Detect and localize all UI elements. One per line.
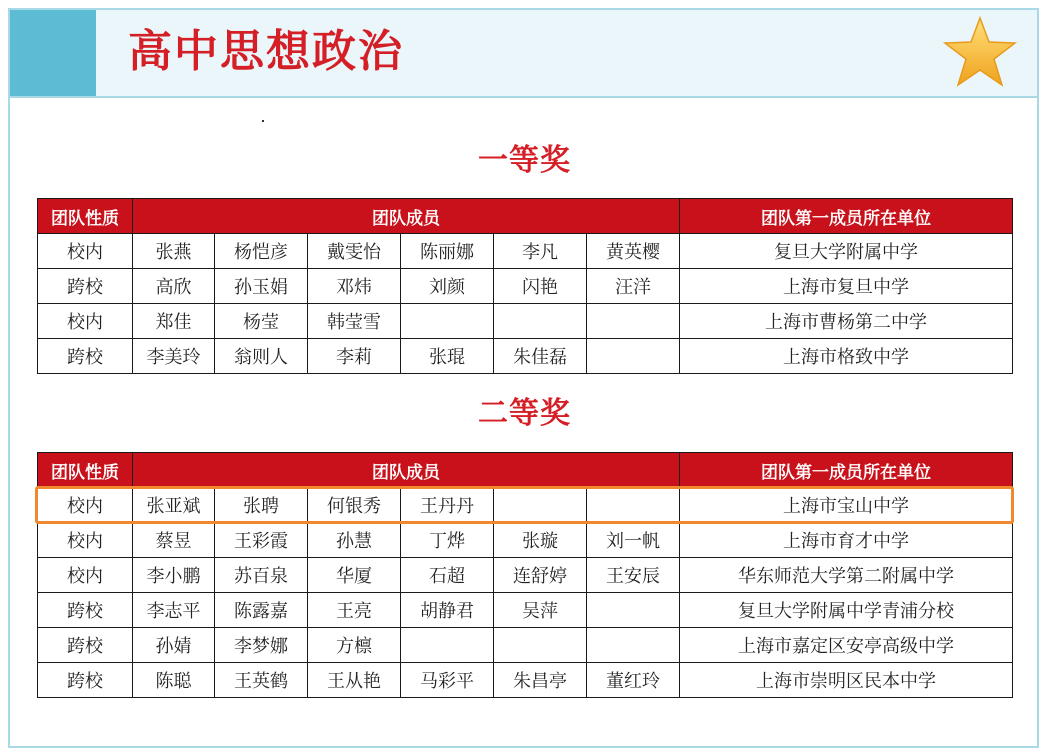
- page-title: 高中思想政治: [128, 26, 404, 77]
- team-type-cell: 跨校: [38, 628, 133, 663]
- member-cell: 朱昌亭: [494, 663, 587, 698]
- member-cell: 杨恺彦: [215, 234, 308, 269]
- team-type-cell: 跨校: [38, 269, 133, 304]
- member-cell: 李美玲: [133, 339, 215, 374]
- member-cell: 马彩平: [401, 663, 494, 698]
- member-cell: 韩莹雪: [308, 304, 401, 339]
- team-type-cell: 校内: [38, 523, 133, 558]
- member-cell: 翁则人: [215, 339, 308, 374]
- member-cell: 连舒婷: [494, 558, 587, 593]
- award-title-first: 一等奖: [478, 143, 571, 178]
- member-cell: [401, 628, 494, 663]
- award-table-first: [37, 198, 1013, 374]
- member-cell: 陈露嘉: [215, 593, 308, 628]
- member-cell: 丁烨: [401, 523, 494, 558]
- member-cell: 王英鹤: [215, 663, 308, 698]
- header-team-members: 团队成员: [133, 199, 680, 234]
- member-cell: 王亮: [308, 593, 401, 628]
- member-cell: [587, 304, 680, 339]
- member-cell: 苏百泉: [215, 558, 308, 593]
- member-cell: 张聘: [215, 488, 308, 523]
- member-cell: 胡静君: [401, 593, 494, 628]
- table-row: [38, 269, 1013, 304]
- table-header-row: [38, 199, 1013, 234]
- table-row: [38, 339, 1013, 374]
- header-team-type: 团队性质: [38, 199, 133, 234]
- unit-cell: 华东师范大学第二附属中学: [680, 558, 1013, 593]
- member-cell: 刘颜: [401, 269, 494, 304]
- member-cell: 王从艳: [308, 663, 401, 698]
- table-row: [38, 523, 1013, 558]
- table-row: [38, 628, 1013, 663]
- unit-cell: 复旦大学附属中学青浦分校: [680, 593, 1013, 628]
- member-cell: [494, 628, 587, 663]
- member-cell: 董红玲: [587, 663, 680, 698]
- header-first-member-unit: 团队第一成员所在单位: [680, 199, 1013, 234]
- member-cell: 郑佳: [133, 304, 215, 339]
- member-cell: 李凡: [494, 234, 587, 269]
- unit-cell: 上海市嘉定区安亭高级中学: [680, 628, 1013, 663]
- member-cell: 王彩霞: [215, 523, 308, 558]
- team-type-cell: 校内: [38, 304, 133, 339]
- member-cell: 李莉: [308, 339, 401, 374]
- table-header-row: [38, 453, 1013, 488]
- table-row: [38, 488, 1013, 523]
- member-cell: 方檩: [308, 628, 401, 663]
- member-cell: 王丹丹: [401, 488, 494, 523]
- team-type-cell: 跨校: [38, 593, 133, 628]
- member-cell: 李志平: [133, 593, 215, 628]
- member-cell: 闪艳: [494, 269, 587, 304]
- unit-cell: 上海市复旦中学: [680, 269, 1013, 304]
- table-row: [38, 593, 1013, 628]
- header-team-members: 团队成员: [133, 453, 680, 488]
- member-cell: 孙婧: [133, 628, 215, 663]
- member-cell: 何银秀: [308, 488, 401, 523]
- member-cell: 高欣: [133, 269, 215, 304]
- member-cell: 李梦娜: [215, 628, 308, 663]
- member-cell: 石超: [401, 558, 494, 593]
- member-cell: 孙玉娟: [215, 269, 308, 304]
- member-cell: [401, 304, 494, 339]
- unit-cell: 上海市宝山中学: [680, 488, 1013, 523]
- member-cell: 张璇: [494, 523, 587, 558]
- unit-cell: 复旦大学附属中学: [680, 234, 1013, 269]
- member-cell: 华厦: [308, 558, 401, 593]
- unit-cell: 上海市格致中学: [680, 339, 1013, 374]
- member-cell: 黄英樱: [587, 234, 680, 269]
- member-cell: 杨莹: [215, 304, 308, 339]
- team-type-cell: 校内: [38, 488, 133, 523]
- team-type-cell: 跨校: [38, 663, 133, 698]
- member-cell: 王安辰: [587, 558, 680, 593]
- member-cell: 张亚斌: [133, 488, 215, 523]
- member-cell: 陈聪: [133, 663, 215, 698]
- header-first-member-unit: 团队第一成员所在单位: [680, 453, 1013, 488]
- table-row: [38, 234, 1013, 269]
- award-table-second: [37, 452, 1013, 698]
- member-cell: 张琨: [401, 339, 494, 374]
- team-type-cell: 跨校: [38, 339, 133, 374]
- member-cell: [587, 339, 680, 374]
- member-cell: [587, 488, 680, 523]
- member-cell: 邓炜: [308, 269, 401, 304]
- member-cell: 孙慧: [308, 523, 401, 558]
- unit-cell: 上海市崇明区民本中学: [680, 663, 1013, 698]
- member-cell: [494, 488, 587, 523]
- member-cell: 吴萍: [494, 593, 587, 628]
- member-cell: [587, 593, 680, 628]
- member-cell: 汪洋: [587, 269, 680, 304]
- member-cell: 刘一帆: [587, 523, 680, 558]
- member-cell: 蔡昱: [133, 523, 215, 558]
- member-cell: 陈丽娜: [401, 234, 494, 269]
- table-row: [38, 558, 1013, 593]
- header-team-type: 团队性质: [38, 453, 133, 488]
- page-header: [10, 10, 1037, 98]
- table-row: [38, 663, 1013, 698]
- header-accent-block: [10, 10, 96, 96]
- member-cell: 李小鹏: [133, 558, 215, 593]
- table-row: [38, 304, 1013, 339]
- unit-cell: 上海市育才中学: [680, 523, 1013, 558]
- member-cell: 朱佳磊: [494, 339, 587, 374]
- team-type-cell: 校内: [38, 234, 133, 269]
- decorative-dot: [262, 120, 264, 122]
- member-cell: 张燕: [133, 234, 215, 269]
- unit-cell: 上海市曹杨第二中学: [680, 304, 1013, 339]
- award-title-second: 二等奖: [478, 396, 571, 431]
- member-cell: 戴雯怡: [308, 234, 401, 269]
- member-cell: [587, 628, 680, 663]
- star-icon: [940, 12, 1020, 92]
- team-type-cell: 校内: [38, 558, 133, 593]
- member-cell: [494, 304, 587, 339]
